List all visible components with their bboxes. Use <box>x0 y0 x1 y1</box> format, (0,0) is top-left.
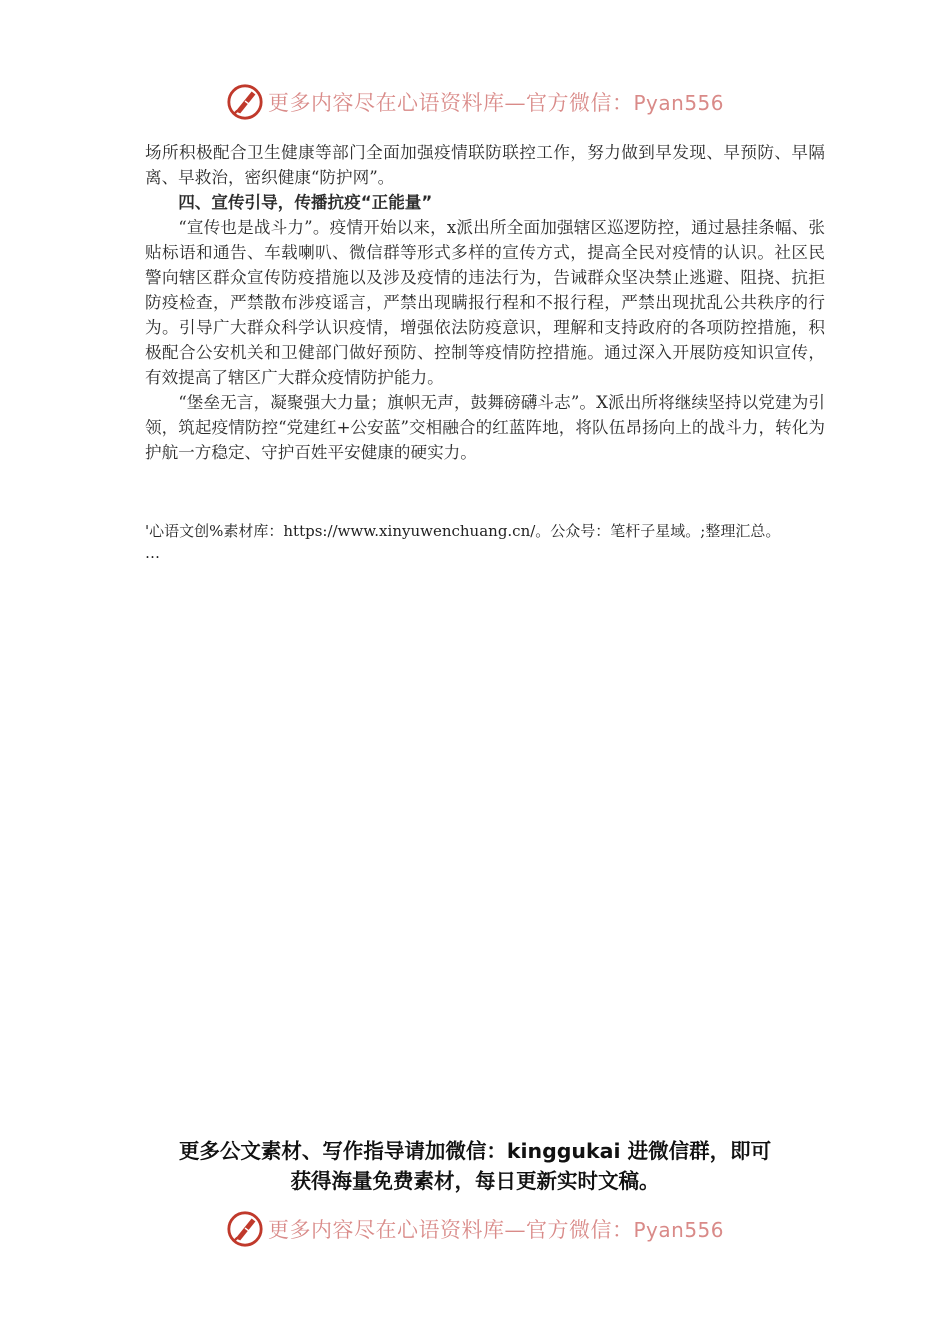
paragraph-3: “堡垒无言，凝聚强大力量；旗帜无声，鼓舞磅礴斗志”。X派出所将继续坚持以党建为引领，筑起疫情防控“党建红+公安蓝”交相融合的红蓝阵地，将队伍昂扬向上的战斗力，转化为护航一方稳定、守护百姓平安健康的硬实力。 <box>145 393 825 462</box>
source-note-line: '心语文创%素材库：https://www.xinyuwenchuang.cn/。公众号：笔杆子星域。;整理汇总。 <box>145 522 781 540</box>
quill-logo-icon <box>226 83 264 121</box>
promo-line-1: 更多公文素材、写作指导请加微信：kinggukai 进微信群，即可 <box>178 1139 772 1163</box>
promo-block <box>0 1136 950 1196</box>
footer-watermark-banner <box>0 1207 950 1251</box>
quill-logo-icon <box>226 1210 264 1248</box>
banner-wechat-id: Pyan556 <box>633 91 724 115</box>
section-heading-4: 四、宣传引导，传播抗疫“正能量” <box>178 193 433 212</box>
banner-title: 更多内容尽在心语资料库—官方微信： <box>267 1218 634 1242</box>
promo-line-2: 获得海量免费素材，每日更新实时文稿。 <box>290 1169 660 1193</box>
source-note-ellipsis: … <box>145 544 160 562</box>
banner-text <box>268 1214 724 1244</box>
source-note <box>145 520 845 564</box>
banner-title: 更多内容尽在心语资料库—官方微信： <box>267 91 634 115</box>
header-watermark-banner <box>0 80 950 124</box>
paragraph-1: 场所积极配合卫生健康等部门全面加强疫情联防联控工作，努力做到早发现、早预防、早隔离、早救治，密织健康“防护网”。 <box>145 143 825 187</box>
paragraph-2: “宣传也是战斗力”。疫情开始以来，x派出所全面加强辖区巡逻防控，通过悬挂条幅、张贴标语和通告、车载喇叭、微信群等形式多样的宣传方式，提高全民对疫情的认识。社区民警向辖区群众宣传防疫措施以及涉及疫情的违法行为，告诫群众坚决禁止逃避、阻挠、抗拒防疫检查，严禁散布涉疫谣言，严禁出现瞒报行程和不报行程，严禁出现扰乱公共秩序的行为。引导广大群众科学认识疫情，增强依法防疫意识，理解和支持政府的各项防控措施，积极配合公安机关和卫健部门做好预防、控制等疫情防控措施。通过深入开展防疫知识宣传，有效提高了辖区广大群众疫情防护能力。 <box>145 218 825 387</box>
banner-text <box>268 87 724 117</box>
document-body <box>145 140 825 465</box>
banner-wechat-id: Pyan556 <box>633 1218 724 1242</box>
